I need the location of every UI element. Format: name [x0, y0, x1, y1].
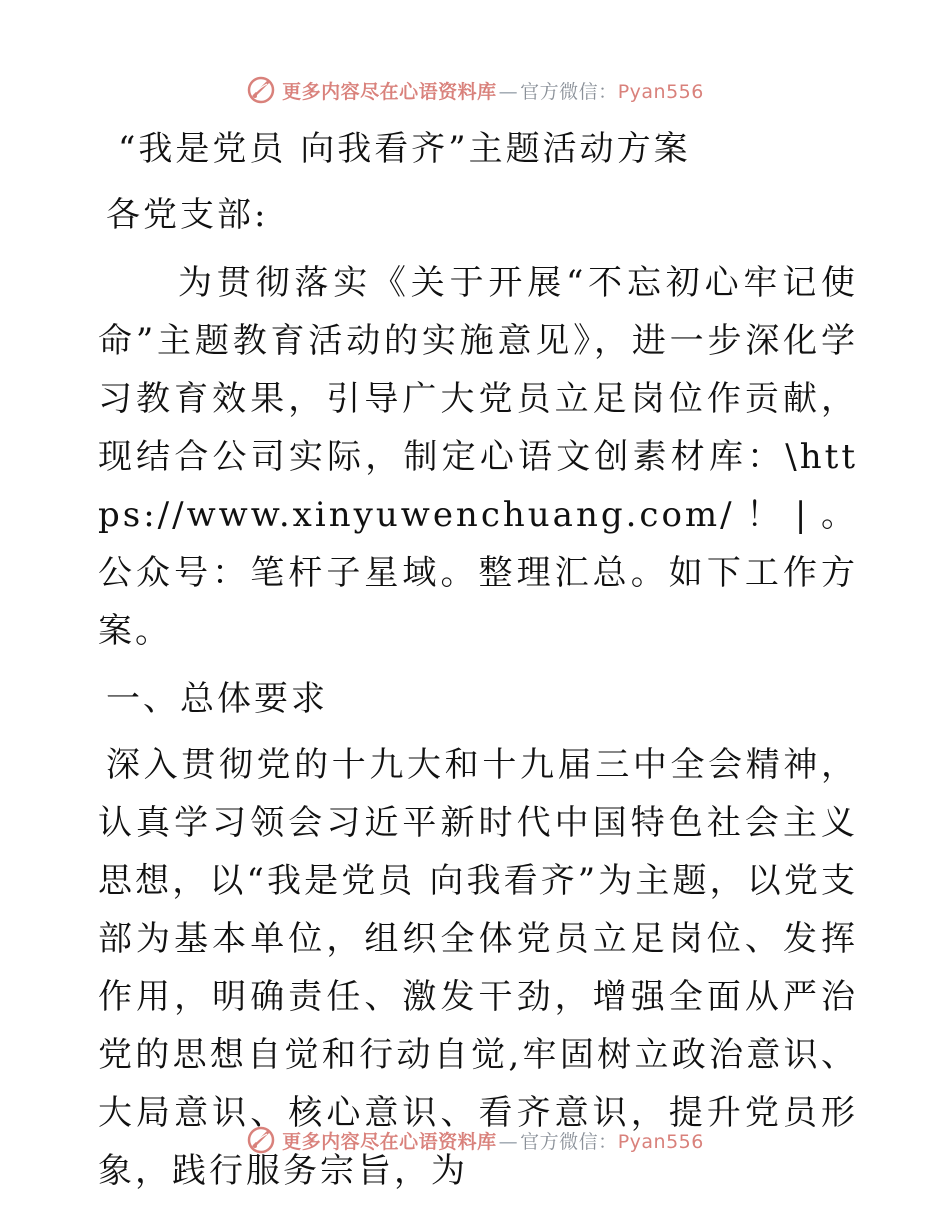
quill-seal-icon [246, 75, 276, 105]
document-title: “我是党员 向我看齐”主题活动方案 [118, 129, 691, 169]
footer-banner-colon: ： [598, 1130, 618, 1153]
header-banner-id: Pyan556 [617, 80, 704, 103]
intro-paragraph: 为贯彻落实《关于开展“不忘初心牢记使命”主题教育活动的实施意见》，进一步深化学习教育效果，引导广大党员立足岗位作贡献，现结合公司实际，制定心语文创素材库：\https://www.xinyuwenchuang.com/！|。公众号：笔杆子星域。整理汇总。如下工作方案。 [98, 263, 858, 651]
footer-watermark-banner [0, 1120, 950, 1160]
footer-banner-label: 官方微信 [520, 1130, 599, 1153]
document-body [98, 120, 858, 1200]
footer-banner-id: Pyan556 [617, 1130, 704, 1153]
footer-banner-brand: 更多内容尽在心语资料库 [282, 1130, 497, 1153]
header-banner-brand: 更多内容尽在心语资料库 [282, 80, 497, 103]
header-banner-separator: — [498, 80, 519, 103]
footer-banner-text [282, 1127, 704, 1154]
salutation: 各党支部: [106, 195, 269, 235]
header-banner-text [282, 77, 704, 104]
header-watermark-banner [0, 70, 950, 110]
section-1-heading: 一、总体要求 [106, 679, 328, 719]
section-1-body: 深入贯彻党的十九大和十九届三中全会精神，认真学习领会习近平新时代中国特色社会主义思想，以“我是党员 向我看齐”为主题，以党支部为基本单位，组织全体党员立足岗位、发挥作用，明确责任、激发干劲，增强全面从严治党的思想自觉和行动自觉,牢固树立政治意识、大局意识、核心意识、看齐意识，提升党员形象，践行服务宗旨，为 [98, 745, 858, 1191]
quill-seal-icon [246, 1125, 276, 1155]
header-banner-colon: ： [598, 80, 618, 103]
footer-banner-separator: — [498, 1130, 519, 1153]
header-banner-label: 官方微信 [520, 80, 599, 103]
